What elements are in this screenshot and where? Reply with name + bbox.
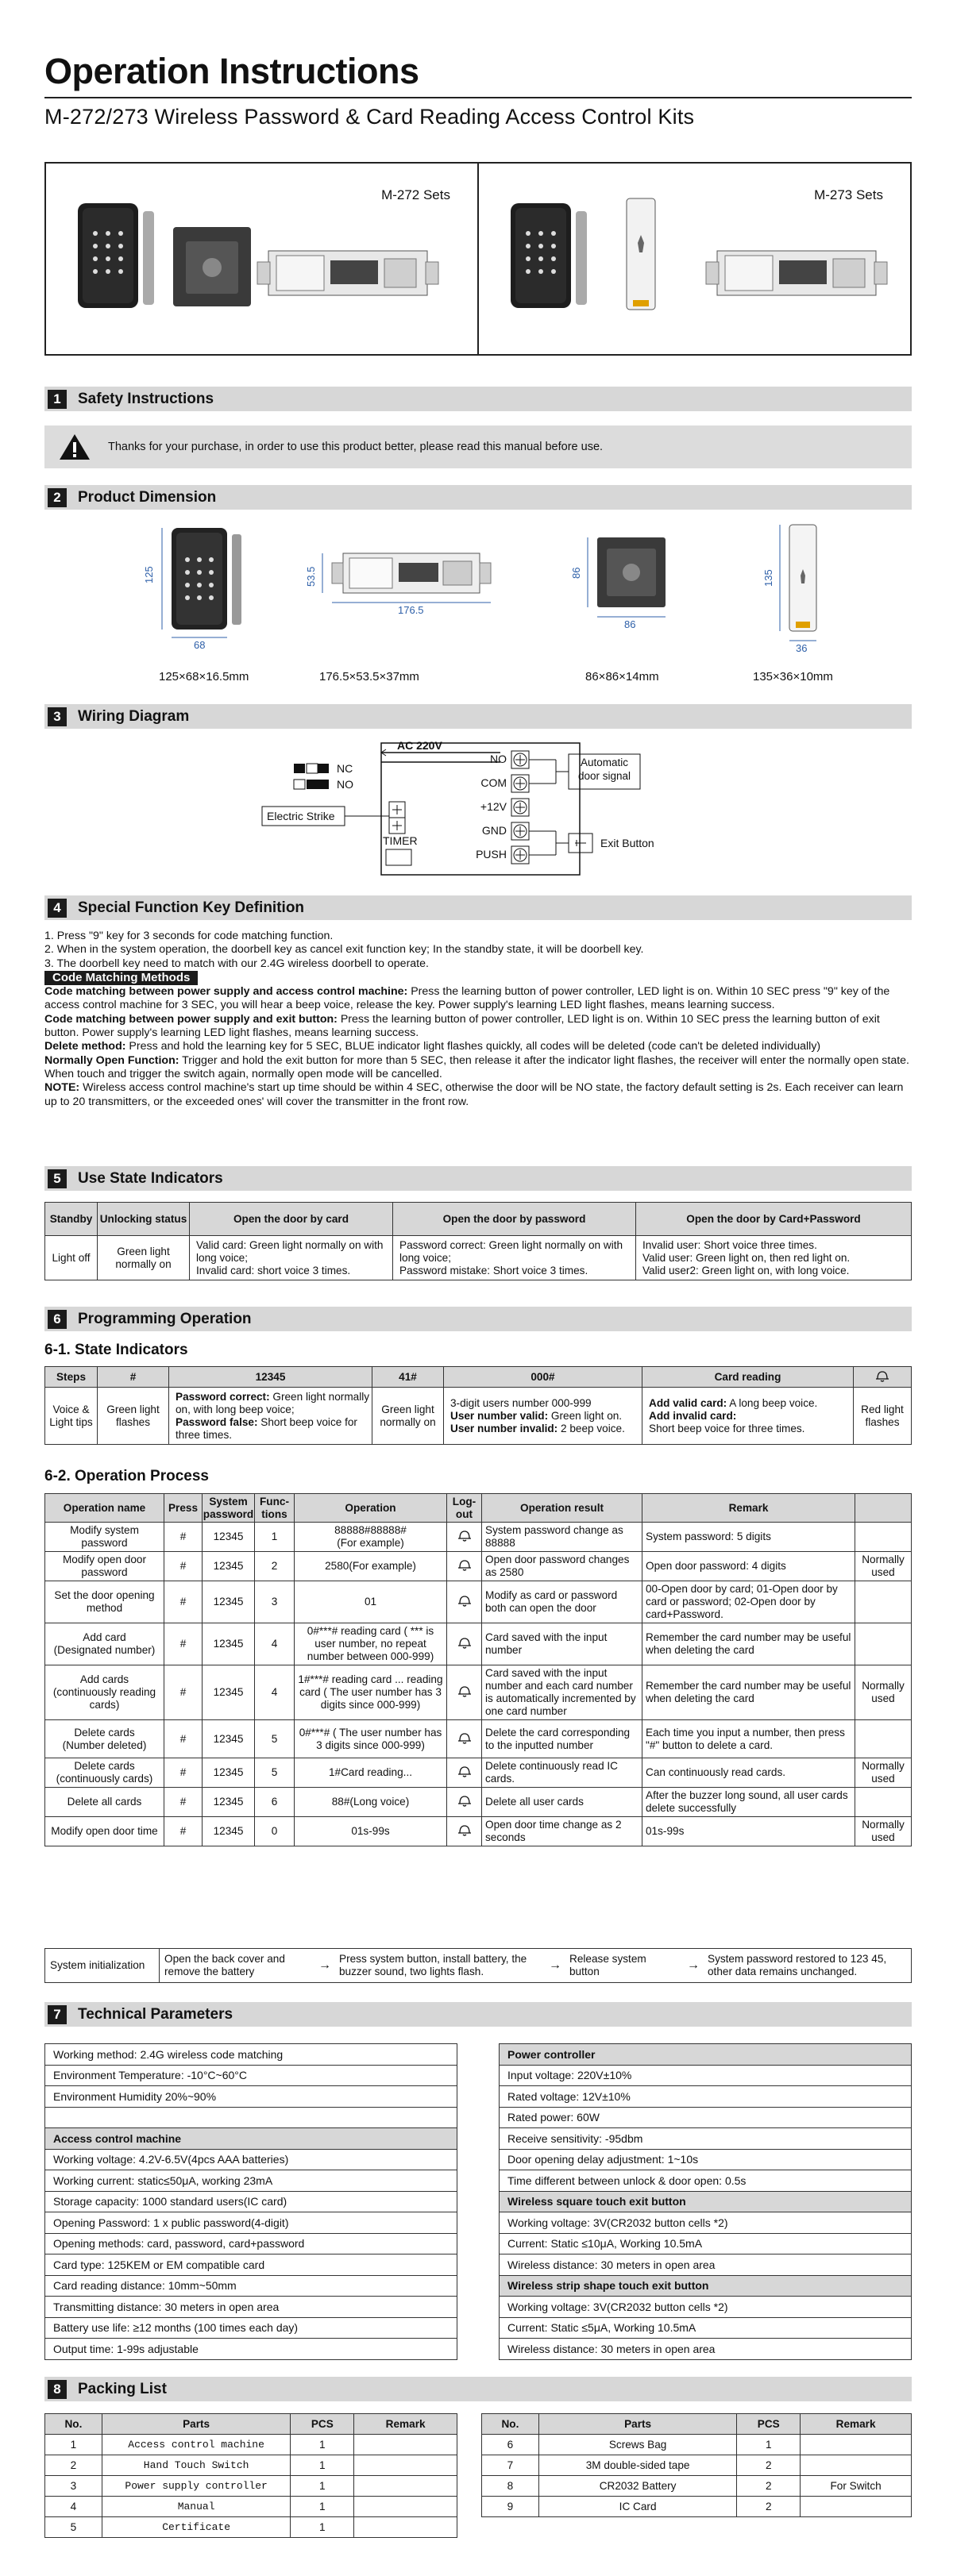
table-row: 5 Certificate 1 <box>45 2517 457 2538</box>
section-number: 8 <box>48 2380 67 2399</box>
nc-label: NC <box>337 762 353 775</box>
controller-width-label: 176.5 <box>398 604 424 616</box>
table-row: Current: Static ≤5μA, Working 10.5mA <box>500 2317 912 2339</box>
table-row: Rated power: 60W <box>500 2107 912 2128</box>
strip-button-width-label: 36 <box>796 642 808 654</box>
bell-icon <box>457 1594 473 1607</box>
square-button-width-label: 86 <box>624 618 636 630</box>
safety-notice-text: Thanks for your purchase, in order to use this product better, please read this manual before use. <box>108 441 604 453</box>
table-header: Unlocking status <box>98 1203 190 1236</box>
safety-notice <box>44 425 912 468</box>
table-row: Delete all cards # 12345 6 88#(Long voice) Delete all user cards After the buzzer long sound, all user cards delete successfully <box>45 1788 912 1817</box>
table-header: Remark <box>801 2414 912 2435</box>
table-row: Add card (Designated number) # 12345 4 0#***# reading card ( *** is user number, no repeat number between 000-999) Card saved with the input number Remember the card number may be useful when deleting the card <box>45 1623 912 1665</box>
table-header: Open the door by password <box>393 1203 636 1236</box>
section-label: Safety Instructions <box>78 390 214 407</box>
table-row: 2 Hand Touch Switch 1 <box>45 2455 457 2476</box>
table-row: Voice & Light tips Green light flashes Password correct: Green light normally on, with long beep voice; Password false: Short beep voice for three times. Green light normally on 3-digit users number 000-999 User number valid: Green light on. User number invalid: 2 beep voice. Add valid card: A long beep voice. Add invalid card: Short beep voice for three times. Red light flashes <box>45 1388 912 1445</box>
table-header: Open the door by Card+Password <box>636 1203 912 1236</box>
arrow-right-icon: → <box>318 1958 331 1972</box>
init-step-2: Press system button, install battery, the buzzer sound, two lights flash. <box>339 1953 527 1977</box>
table-row: Working voltage: 3V(CR2032 button cells *2) <box>500 2212 912 2234</box>
table-row: Card type: 125KEM or EM compatible card <box>45 2254 457 2276</box>
init-step-4: System password restored to 123 45, other data remains unchanged. <box>708 1953 887 1977</box>
special-line-1: 1. Press "9" key for 3 seconds for code matching function. <box>44 930 334 942</box>
section-header-dimension <box>44 485 912 510</box>
table-header: Open the door by card <box>190 1203 393 1236</box>
arrow-right-icon: → <box>549 1958 561 1972</box>
table-row: Light off Green light normally on Valid card: Green light normally on with long voice; Invalid card: short voice 3 times. Password correct: Green light normally on with long voice; Password mistake: Short voice 3 times. Invalid user: Short voice three times. Valid user: Green light on, then red light on. Valid user2: Green light on, with long voice. <box>45 1236 912 1280</box>
section-header-special-function <box>44 895 912 920</box>
product-sets-frame <box>44 162 912 356</box>
table-row: 8 CR2032 Battery 2 For Switch <box>482 2476 912 2497</box>
table-row: Environment Temperature: -10°C~60°C <box>45 2065 457 2086</box>
table-row: Transmitting distance: 30 meters in open area <box>45 2297 457 2318</box>
section-label: Technical Parameters <box>78 2005 233 2023</box>
section-number: 7 <box>48 2005 67 2024</box>
table-row <box>45 2107 457 2128</box>
table-row: Working current: static≤50μA, working 23mA <box>45 2170 457 2192</box>
terminal-12v: +12V <box>480 800 507 813</box>
section-number: 1 <box>48 390 67 409</box>
init-step-3: Release system button <box>569 1953 646 1977</box>
automatic-door-label: Automatic door signal <box>577 757 631 782</box>
special-paragraph: NOTE: Wireless access control machine's start up time should be within 4 SEC, otherwise the door will be NO state, the factory default setting is 2s. Each receiver can learn up to 20 transmitters, or the exceeded ones' will cover the transmitter in the front row. <box>44 1081 904 1108</box>
special-line-3: 3. The doorbell key need to match with our 2.4G wireless doorbell to operate. <box>44 957 429 970</box>
section-label: Programming Operation <box>78 1310 252 1327</box>
table-row: 4 Manual 1 <box>45 2497 457 2517</box>
table-row: 6 Screws Bag 1 <box>482 2435 912 2455</box>
table-row: Opening Password: 1 x public password(4-digit) <box>45 2212 457 2234</box>
section-number: 3 <box>48 707 67 726</box>
section-label: Product Dimension <box>78 488 217 506</box>
section-number: 6 <box>48 1310 67 1329</box>
special-paragraph: Code matching between power supply and access control machine: Press the learning button of power controller, LED light is on. Within 10 SEC press "9" key of the access control machine for 3 SEC, you will hear a beep voice, release the key. Power supply's learning LED light flashes, means learning success. <box>44 985 890 1012</box>
table-row: Add cards (continuously reading cards) # 12345 4 1#***# reading card ... reading card ( The user number has 3 digits since 000-999) Card saved with the input number and each card number is automatically incremented by one card number Remember the card number may be useful when deleting the card Normally used <box>45 1665 912 1720</box>
table-row: Access control machine <box>45 2128 457 2150</box>
bell-icon <box>457 1823 473 1836</box>
operation-process-table: Operation name Press System password Func-tions Operation Log-out Operation result Remark Modify system password # 12345 1 88888#88888# (For example) System password change as 88888 System password: 5 digits Modify open door password # 12345 2 2580(For example) Open door password changes as 2580 Open door password: 4 digits Normally used Set the door opening method # 12345 3 01 Modify as card or password both can open the door 00-Open door by card; 01-Open door by card or password; 02-Open door by card+Password. Add card (Designated number) # 12345 4 0#***# reading card ( *** is user number, no repeat number between 000-999) Card saved with the input number Remember the card number may be useful when deleting the card Add cards (continuously reading cards) # 12345 4 1#***# reading card ... reading card ( The user number has 3 digits since 000-999) Card saved with the input number and each card number is automatically incremented by one card number Remember the card number may be useful when deleting the card Normally used Delete cards (Number deleted) # 12345 5 0#***# ( The user number has 3 digits since 000-999) Delete the card corresponding to the inputted number Each time you input a number, then press "#" button to delete a card. Delete cards (continuously cards) # 12345 5 1#Card reading... Delete continuously read IC cards. Can continuously read cards. Normally used Delete all cards # 12345 6 88#(Long voice) Delete all user cards After the buzzer long sound, all user cards delete successfully Modify open door time # 12345 0 01s-99s Open door time change as 2 seconds 01s-99s Normally used <box>44 1493 912 1846</box>
terminal-no: NO <box>490 753 507 765</box>
terminal-block <box>476 751 529 864</box>
table-row: 1 Access control machine 1 <box>45 2435 457 2455</box>
section-number: 4 <box>48 899 67 918</box>
square-button-height-label: 86 <box>570 567 582 579</box>
table-row: Battery use life: ≥12 months (100 times each day) <box>45 2317 457 2339</box>
m272-set-label: M-272 Sets <box>381 187 450 202</box>
table-row: Modify open door password # 12345 2 2580(For example) Open door password changes as 2580 Open door password: 4 digits Normally used <box>45 1552 912 1581</box>
section-number: 5 <box>48 1169 67 1188</box>
special-paragraph: Normally Open Function: Trigger and hold the exit button for more than 5 SEC, then release it after the indicator light flashes, the receiver will enter the normally open state. When touch and trigger the switch again, normally open mode will be cancelled. <box>44 1053 910 1080</box>
table-row: Door opening delay adjustment: 1~10s <box>500 2149 912 2170</box>
table-header: No. <box>482 2414 539 2435</box>
table-row: Delete cards (continuously cards) # 12345 5 1#Card reading... Delete continuously read IC cards. Can continuously read cards. Normally used <box>45 1758 912 1788</box>
controller-drawing <box>305 553 491 616</box>
state-indicators-title: 6-1. State Indicators <box>44 1342 188 1358</box>
table-row: Rated voltage: 12V±10% <box>500 2086 912 2108</box>
bell-icon <box>457 1731 473 1744</box>
keypad-drawing <box>143 528 241 651</box>
keypad-dimension-caption: 125×68×16.5mm <box>159 670 249 683</box>
timer-label: TIMER <box>383 834 418 847</box>
no-label: NO <box>337 778 353 791</box>
table-header: Parts <box>538 2414 736 2435</box>
square-button-drawing <box>570 537 666 630</box>
table-row: 3 Power supply controller 1 <box>45 2476 457 2497</box>
bell-icon <box>457 1765 473 1777</box>
exit-button-label: Exit Button <box>600 837 654 849</box>
packing-list-right <box>481 2413 912 2517</box>
init-label: System initialization <box>45 1949 160 1982</box>
controller-dimension-caption: 176.5×53.5×37mm <box>319 670 419 683</box>
ac-220v-label: AC 220V <box>397 739 442 752</box>
table-row: Environment Humidity 20%~90% <box>45 2086 457 2108</box>
table-row: Wireless strip shape touch exit button <box>500 2275 912 2297</box>
bell-icon <box>457 1558 473 1571</box>
table-row: Wireless square touch exit button <box>500 2191 912 2212</box>
table-row: Working voltage: 4.2V-6.5V(4pcs AAA batteries) <box>45 2149 457 2170</box>
table-row: Power controller <box>500 2044 912 2066</box>
table-header: Standby <box>45 1203 98 1236</box>
table-row: Working method: 2.4G wireless code matching <box>45 2044 457 2066</box>
strip-button-height-label: 135 <box>762 569 774 587</box>
table-header: No. <box>45 2414 102 2435</box>
electric-strike-label: Electric Strike <box>267 810 335 822</box>
section-label: Special Function Key Definition <box>78 899 305 916</box>
warning-icon <box>59 433 91 461</box>
section-header-safety <box>44 387 912 411</box>
page-subtitle: M-272/273 Wireless Password & Card Reading Access Control Kits <box>44 105 695 129</box>
table-row: Input voltage: 220V±10% <box>500 2065 912 2086</box>
strip-button-dimension-caption: 135×36×10mm <box>753 670 833 683</box>
table-row: 7 3M double-sided tape 2 <box>482 2455 912 2476</box>
dimension-drawings <box>44 520 912 663</box>
table-row: Receive sensitivity: -95dbm <box>500 2128 912 2150</box>
state-indicators-table: Steps # 12345 41# 000# Card reading Voice & Light tips Green light flashes Password correct: Green light normally on, with long beep voice; Password false: Short beep voice for three times. Green light normally on 3-digit users number 000-999 User number valid: Green light on. User number invalid: 2 beep voice. Add valid card: A long beep voice. Add invalid card: Short beep voice for three times. Red light flashes <box>44 1366 912 1445</box>
table-row: Time different between unlock & door open: 0.5s <box>500 2170 912 2192</box>
arrow-right-icon: → <box>687 1958 700 1972</box>
table-row: Wireless distance: 30 meters in open area <box>500 2254 912 2276</box>
table-header: PCS <box>291 2414 354 2435</box>
bell-icon <box>457 1636 473 1649</box>
table-row: Storage capacity: 1000 standard users(IC card) <box>45 2191 457 2212</box>
packing-list-left <box>44 2413 457 2538</box>
tech-params-left <box>44 2043 457 2360</box>
init-step-1: Open the back cover and remove the battery <box>164 1953 285 1977</box>
bell-icon <box>457 1685 473 1697</box>
system-initialization-flow <box>44 1948 912 1983</box>
keypad-height-label: 125 <box>143 566 155 583</box>
section-label: Wiring Diagram <box>78 707 190 725</box>
section-header-wiring <box>44 704 912 729</box>
table-header: Remark <box>354 2414 457 2435</box>
wiring-diagram <box>238 738 715 881</box>
keypad-width-label: 68 <box>194 639 206 651</box>
section-number: 2 <box>48 488 67 507</box>
bell-icon <box>457 1794 473 1807</box>
section-header-programming <box>44 1307 912 1331</box>
section-header-technical <box>44 2002 912 2027</box>
tech-params-right <box>499 2043 912 2360</box>
table-row: Delete cards (Number deleted) # 12345 5 0#***# ( The user number has 3 digits since 000-999) Delete the card corresponding to the inputted number Each time you input a number, then press "#" button to delete a card. <box>45 1720 912 1758</box>
section-label: Packing List <box>78 2380 167 2397</box>
terminal-push: PUSH <box>476 848 507 861</box>
code-matching-title: Code Matching Methods <box>44 971 198 985</box>
strip-button-drawing <box>762 525 816 654</box>
table-header: PCS <box>737 2414 801 2435</box>
section-header-packing <box>44 2377 912 2401</box>
square-button-dimension-caption: 86×86×14mm <box>585 670 659 683</box>
operation-process-title: 6-2. Operation Process <box>44 1468 209 1484</box>
table-row: Wireless distance: 30 meters in open area <box>500 2339 912 2360</box>
terminal-com: COM <box>480 776 507 789</box>
table-row: Modify system password # 12345 1 88888#88888# (For example) System password change as 88888 System password: 5 digits <box>45 1523 912 1552</box>
terminal-gnd: GND <box>481 824 507 837</box>
special-paragraph: Delete method: Press and hold the learning key for 5 SEC, BLUE indicator light flashes quickly, all codes will be deleted (code can't be deleted individually) <box>44 1040 821 1053</box>
special-paragraph: Code matching between power supply and exit button: Press the learning button of power controller, LED light is on. Within 10 SEC press the learning button of exit button. Power supply's learning LED light flashes, means learning success. <box>44 1012 880 1040</box>
table-row: 9 IC Card 2 <box>482 2497 912 2517</box>
table-row: Working voltage: 3V(CR2032 button cells *2) <box>500 2297 912 2318</box>
bell-icon <box>874 1369 890 1382</box>
special-line-2: 2. When in the system operation, the doorbell key as cancel exit function key; In the standby state, it will be doorbell key. <box>44 943 644 957</box>
m272-set-pane <box>46 164 477 354</box>
special-function-text <box>44 930 912 1109</box>
m273-set-label: M-273 Sets <box>814 187 883 202</box>
table-row: Card reading distance: 10mm~50mm <box>45 2275 457 2297</box>
table-row: Modify open door time # 12345 0 01s-99s Open door time change as 2 seconds 01s-99s Normally used <box>45 1817 912 1846</box>
use-state-table <box>44 1202 912 1280</box>
page-title: Operation Instructions <box>44 51 419 91</box>
m273-set-pane <box>477 164 910 354</box>
title-divider <box>44 97 912 98</box>
table-row: Opening methods: card, password, card+password <box>45 2233 457 2254</box>
table-row: Set the door opening method # 12345 3 01 Modify as card or password both can open the door 00-Open door by card; 01-Open door by card or password; 02-Open door by card+Password. <box>45 1581 912 1623</box>
table-row: Output time: 1-99s adjustable <box>45 2339 457 2360</box>
table-row: Current: Static ≤10μA, Working 10.5mA <box>500 2233 912 2254</box>
bell-icon <box>457 1529 473 1542</box>
section-header-use-state <box>44 1166 912 1191</box>
table-header: Parts <box>102 2414 291 2435</box>
section-label: Use State Indicators <box>78 1169 223 1187</box>
controller-height-label: 53.5 <box>305 566 317 587</box>
